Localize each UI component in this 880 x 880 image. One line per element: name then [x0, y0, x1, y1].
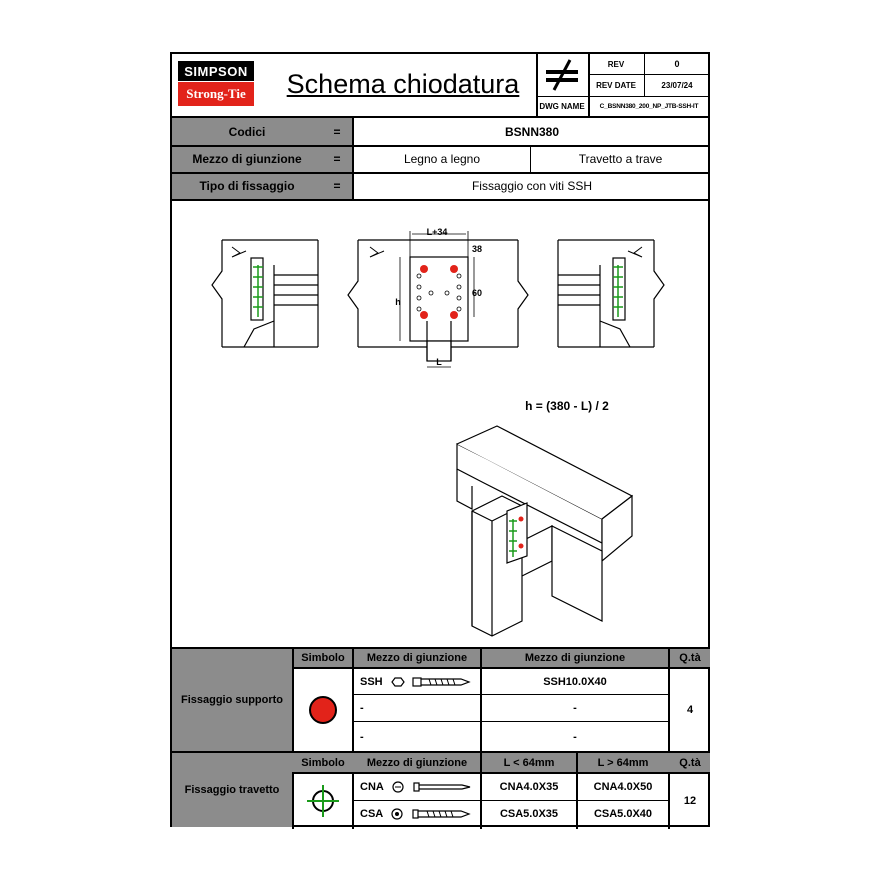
dim-38-label: 38 [471, 244, 482, 254]
supporto-qty-header: Q.tà [679, 652, 701, 664]
ssh-type-label: SSH [360, 675, 383, 688]
supporto-qty: 4 [686, 704, 694, 716]
travetto-row-1-small: CNA4.0X35 [499, 781, 559, 793]
travetto-small-header: L < 64mm [503, 756, 555, 769]
drawing-sheet [170, 52, 710, 827]
supporto-label: Fissaggio supporto [180, 694, 284, 706]
side-view-right [558, 240, 664, 347]
travetto-qty-header: Q.tà [679, 756, 701, 769]
travetto-mezzo-header: Mezzo di giunzione [366, 756, 468, 769]
page-title: Schema chiodatura [286, 68, 520, 99]
rev-date-label: REV DATE [596, 81, 636, 90]
nail-icon [392, 780, 472, 794]
supporto-mezzo-header: Mezzo di giunzione [366, 652, 468, 664]
travetto-row-2-small: CSA5.0X35 [499, 808, 559, 820]
logo-simpson: SIMPSON [178, 61, 254, 81]
crosshair-symbol-icon [294, 774, 352, 827]
rev-date-value: 23/07/24 [661, 81, 693, 90]
anchor-screw-icon [391, 807, 471, 821]
side-view-left [212, 240, 318, 347]
tipo-label: Tipo di fissaggio [199, 179, 295, 193]
codici-label: Codici [228, 124, 266, 139]
supporto-mezzo-header-2: Mezzo di giunzione [524, 652, 626, 664]
rev-value: 0 [674, 59, 680, 69]
csa-type-label: CSA [360, 808, 384, 820]
dim-top-label: L+34 [426, 227, 448, 237]
travetto-row-1-type [354, 774, 480, 800]
travetto-label: Fissaggio travetto [184, 784, 280, 796]
dwg-name-value: C_BSNN380_200_NP_JTB-SSH-IT [599, 103, 699, 110]
travetto-row-1-large: CNA4.0X50 [593, 781, 653, 793]
not-equal-symbol-icon [540, 58, 584, 92]
travetto-row-2-type [354, 801, 480, 827]
front-view [348, 231, 528, 367]
travetto-qty: 12 [683, 794, 697, 807]
equals-sign: = [333, 124, 341, 139]
travetto-row-2-large: CSA5.0X40 [593, 808, 653, 820]
tipo-value: Fissaggio con viti SSH [471, 179, 593, 193]
mezzo-value-beam: Travetto a trave [578, 152, 663, 166]
mezzo-value-wood: Legno a legno [403, 152, 481, 166]
screw-icon [391, 675, 471, 689]
supporto-row-2-type: - [360, 702, 364, 714]
hanger-drawings [172, 201, 710, 647]
supporto-row-1-value: SSH10.0X40 [543, 675, 607, 688]
codici-value: BSNN380 [504, 124, 560, 139]
equals-sign: = [333, 152, 341, 166]
dim-h-label: h [395, 297, 401, 307]
rev-label: REV [607, 59, 625, 69]
supporto-row-3-value: - [573, 730, 577, 743]
dim-bottom-label: L [436, 357, 442, 367]
equals-sign: = [333, 179, 341, 193]
height-formula: h = (380 - L) / 2 [525, 399, 609, 413]
supporto-row-2-value: - [573, 702, 577, 714]
technical-drawing [172, 201, 710, 647]
isometric-view [457, 426, 632, 636]
supporto-row-3-type: - [360, 730, 364, 743]
cna-type-label: CNA [360, 781, 384, 793]
red-dot-symbol-icon [294, 669, 352, 751]
travetto-large-header: L > 64mm [597, 756, 649, 769]
logo-strong-tie: Strong-Tie [178, 82, 254, 106]
travetto-symbol-header: Simbolo [301, 756, 345, 769]
supporto-row-1-type [354, 669, 480, 694]
dwg-name-label: DWG NAME [539, 102, 585, 111]
mezzo-label: Mezzo di giunzione [192, 152, 302, 166]
dim-60-label: 60 [471, 288, 482, 298]
supporto-symbol-header: Simbolo [301, 652, 345, 664]
